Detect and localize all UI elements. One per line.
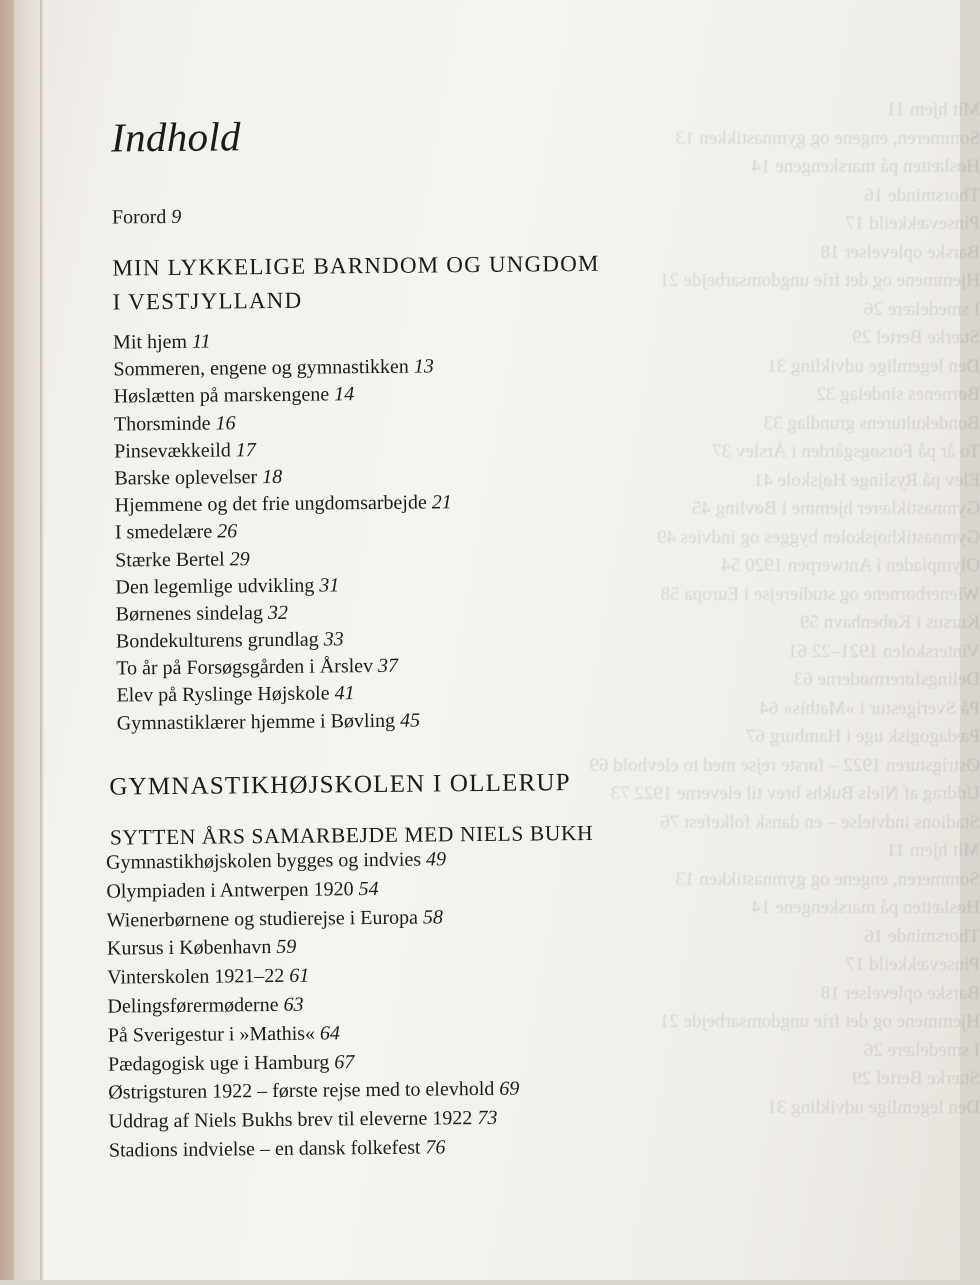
entry-label: Mit hjem — [113, 330, 188, 354]
entry-label: Delingsførermøderne — [107, 993, 279, 1018]
entry-page-number: 31 — [319, 574, 340, 597]
toc-entry — [107, 989, 518, 1022]
toc-entry — [108, 1046, 519, 1079]
ghost-line: I smedelære 26 — [863, 298, 980, 320]
toc-entry — [108, 1017, 519, 1050]
ghost-line: Elev på Ryslinge Højskole 41 — [753, 469, 980, 491]
entry-page-number: 18 — [262, 465, 283, 489]
entry-page-number: 54 — [358, 877, 379, 900]
entry-page-number: 33 — [323, 628, 344, 651]
entry-page-number: 26 — [217, 520, 238, 543]
ghost-line: Pinsevækkeild 17 — [845, 954, 980, 975]
entry-label: Bondekulturens grundlag — [115, 628, 319, 653]
toc-entry — [113, 326, 450, 356]
entry-label: Olympiaden i Antwerpen 1920 — [106, 878, 354, 903]
toc-entry — [107, 960, 518, 993]
ghost-line: Kursus i København 59 — [800, 612, 980, 633]
ghost-line: Delingsførermøderne 63 — [793, 669, 980, 690]
toc-entry — [109, 1133, 520, 1166]
entry-label: Vinterskolen 1921–22 — [107, 965, 285, 989]
ghost-line: Høslætten på marskengene 14 — [751, 156, 980, 177]
entry-page-number: 64 — [319, 1022, 341, 1045]
entry-page-number: 13 — [413, 355, 434, 378]
ghost-line: Stadions indvielse – en dansk folkefest 76 — [660, 811, 980, 833]
ghost-line: Barske oplevelser 18 — [820, 982, 980, 1004]
entry-page-number: 41 — [334, 682, 355, 705]
ghost-line: Wienerbørnene og studierejse i Europa 58 — [660, 583, 980, 605]
ghost-line: Børnenes sindelag 32 — [816, 384, 980, 405]
toc-entry — [108, 1075, 519, 1108]
entry-label: Uddrag af Niels Bukhs brev til eleverne 1922 — [108, 1107, 473, 1133]
ghost-line: I smedelære 26 — [863, 1039, 980, 1061]
entry-label: Stadions indvielse – en dansk folkefest — [108, 1136, 421, 1162]
entry-label: Sommeren, engene og gymnastikken — [113, 355, 409, 381]
ghost-line: Bondekulturens grundlag 33 — [763, 412, 980, 434]
toc-entry — [116, 653, 453, 683]
toc-entry — [114, 381, 451, 411]
toc-entry — [114, 408, 451, 438]
ghost-line: Pædagogisk uge i Hamburg 67 — [746, 726, 980, 747]
ghost-line: Thorsminde 16 — [864, 184, 980, 206]
entry-page-number: 73 — [477, 1107, 498, 1130]
entry-page-number: 61 — [289, 964, 310, 988]
entry-label: Hjemmene og det frie ungdomsarbejde — [114, 491, 427, 517]
entry-label: Kursus i København — [106, 936, 272, 960]
entry-label: Høslætten på marskengene — [113, 383, 330, 408]
toc-entry — [107, 931, 518, 964]
toc-entry — [116, 598, 453, 628]
entry-label: Gymnastiklærer hjemme i Bøvling — [116, 709, 396, 735]
section-heading-line: GYMNASTIKHØJSKOLEN I OLLERUP — [109, 769, 571, 801]
ghost-line: Stærke Bertel 29 — [852, 1068, 980, 1089]
entry-page-number: 59 — [276, 936, 297, 959]
ghost-line: Østrigsturen 1922 – første rejse med to elevhold 69 — [589, 754, 980, 776]
toc-entry — [115, 489, 452, 519]
ghost-line: Stærke Bertel 29 — [852, 327, 980, 348]
toc-entry — [106, 873, 517, 906]
entry-label: Forord — [111, 205, 167, 229]
entry-page-number: 67 — [334, 1050, 355, 1073]
foreword-entry — [112, 206, 182, 230]
entry-label: Elev på Ryslinge Højskole — [116, 682, 330, 707]
section-heading-line: I VESTJYLLAND — [112, 287, 303, 315]
ghost-line: Sommeren, engene og gymnastikken 13 — [675, 868, 980, 890]
entry-label: Pædagogisk uge i Hamburg — [107, 1051, 330, 1076]
ghost-line: Den legemlige udvikling 31 — [767, 355, 980, 377]
page-title: Indhold — [110, 113, 242, 161]
entry-page-number: 49 — [425, 848, 447, 871]
entry-label: På Sverigestur i »Mathis« — [107, 1022, 316, 1047]
entry-label: Barske oplevelser — [114, 466, 258, 490]
toc-entry — [117, 707, 454, 737]
toc-entry — [115, 544, 452, 574]
entry-label: I smedelære — [114, 520, 213, 544]
section-subheading: SYTTEN ÅRS SAMARBEJDE MED NIELS BUKH — [109, 820, 594, 850]
toc-entry — [107, 902, 518, 935]
entry-label: Børnenes sindelag — [115, 601, 264, 626]
entry-label: Stærke Bertel — [115, 547, 225, 571]
entry-page-number: 76 — [425, 1136, 446, 1159]
entry-label: Wienerbørnene og studierejse i Europa — [106, 906, 419, 932]
ghost-line: Vinterskolen 1921–22 61 — [787, 640, 980, 662]
entry-page-number: 58 — [422, 905, 444, 929]
ghost-line: Gymnastikhøjskolen bygges og indvies 49 — [657, 526, 980, 548]
entry-page-number: 32 — [267, 601, 289, 624]
ghost-line: Hjemmene og det frie ungdomsarbejde 21 — [659, 270, 980, 291]
section-entry-list — [106, 845, 520, 1166]
entry-page-number: 69 — [499, 1078, 520, 1101]
entry-page-number: 14 — [334, 383, 355, 406]
ghost-line: Høslætten på marskengene 14 — [751, 897, 980, 918]
ghost-line: Den legemlige udvikling 31 — [767, 1096, 980, 1118]
toc-entry — [116, 680, 453, 710]
ghost-line: Thorsminde 16 — [864, 925, 980, 947]
toc-entry — [108, 1104, 519, 1137]
ghost-line: Sommeren, engene og gymnastikken 13 — [675, 127, 980, 149]
toc-entry — [106, 845, 517, 878]
entry-page-number: 63 — [283, 993, 304, 1016]
entry-page-number: 45 — [399, 709, 421, 732]
ghost-line: Hjemmene og det frie ungdomsarbejde 21 — [659, 1011, 980, 1032]
entry-label: Østrigsturen 1922 – første rejse med to elevhold — [108, 1078, 495, 1104]
entry-label: Pinsevækkeild — [114, 439, 231, 463]
toc-entry — [114, 435, 451, 465]
ghost-line: Olympiaden i Antwerpen 1920 54 — [721, 555, 980, 576]
ghost-line: Mit hjem 11 — [886, 840, 980, 861]
ghost-line: To år på Forsøgsgården i Årslev 37 — [712, 441, 980, 462]
entry-page-number: 37 — [378, 655, 399, 678]
entry-label: Den legemlige udvikling — [115, 574, 315, 599]
entry-page-number: 16 — [215, 411, 236, 435]
entry-page-number: 11 — [191, 330, 211, 353]
entry-page-number: 17 — [235, 438, 256, 462]
section-heading-childhood — [112, 247, 600, 320]
toc-entry — [115, 517, 452, 547]
entry-label: Gymnastikhøjskolen bygges og indvies — [106, 848, 422, 874]
ghost-line: På Sverigestur i »Mathis« 64 — [759, 697, 980, 719]
section-entry-list — [113, 326, 454, 737]
ghost-line: Pinsevækkeild 17 — [845, 213, 980, 234]
entry-label: Thorsminde — [113, 412, 211, 436]
entry-label: To år på Forsøgsgården i Årslev — [116, 655, 374, 680]
entry-page-number: 9 — [171, 205, 182, 228]
ghost-line: Barske oplevelser 18 — [820, 241, 980, 263]
toc-entry — [116, 625, 453, 655]
toc-entry — [113, 353, 450, 383]
toc-entry — [114, 462, 451, 492]
toc-entry — [115, 571, 452, 601]
section-heading-line: MIN LYKKELIGE BARNDOM OG UNGDOM — [112, 250, 600, 281]
entry-page-number: 29 — [229, 547, 250, 570]
ghost-line: Uddrag af Niels Bukhs brev til eleverne 1922 73 — [610, 783, 980, 804]
ghost-line: Gymnastiklærer hjemme i Bøvling 45 — [691, 498, 980, 519]
section-heading-gymnastics-school — [109, 766, 571, 804]
entry-page-number: 21 — [431, 491, 452, 514]
ghost-line: Mit hjem 11 — [886, 99, 980, 120]
